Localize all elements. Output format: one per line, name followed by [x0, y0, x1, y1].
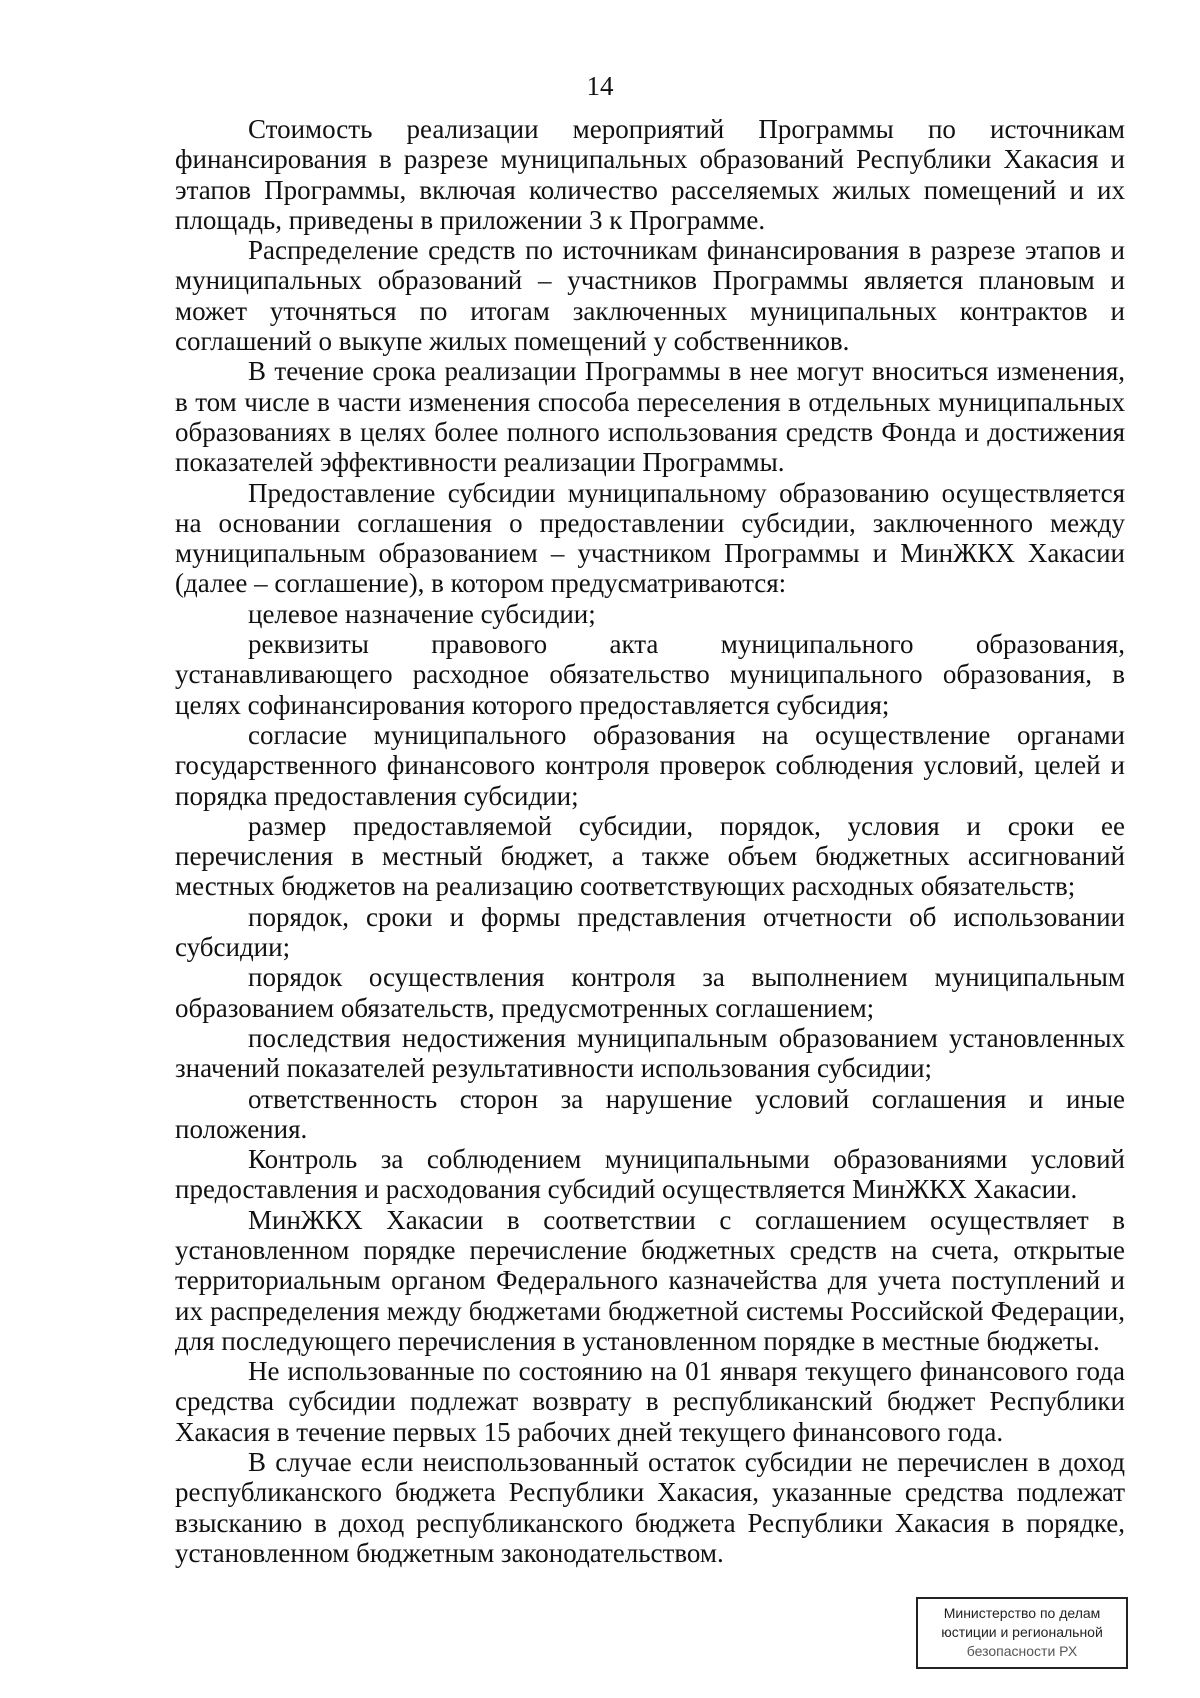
page-number: 14	[586, 71, 614, 101]
paragraph-cost-sources: Стоимость реализации мероприятий Программы по источникам финансирования в разрезе муниципальных образований Республики Хакасия и этапов Программы, включая количество расселяемых жилых помещений и их площадь, приведены в приложении 3 к Программе.	[175, 114, 1125, 235]
paragraph-control-procedure: порядок осуществления контроля за выполнением муниципальным образованием обязательств, предусмотренных соглашением;	[175, 962, 1125, 1023]
stamp-line-2: юстиции и региональной	[941, 1624, 1103, 1640]
paragraph-legal-act-details: реквизиты правового акта муниципального образования, устанавливающего расходное обязательство муниципального образования, в целях софинансирования которого предоставляется субсидия;	[175, 629, 1125, 720]
stamp-line-1: Министерство по делам	[943, 1605, 1101, 1621]
paragraph-compliance-control: Контроль за соблюдением муниципальными образованиями условий предоставления и расходования субсидий осуществляется МинЖКХ Хакасии.	[175, 1144, 1125, 1205]
paragraph-responsibility: ответственность сторон за нарушение условий соглашения и иные положения.	[175, 1083, 1125, 1144]
paragraph-subsidy-amount: размер предоставляемой субсидии, порядок, условия и сроки ее перечисления в местный бюджет, а также объем бюджетных ассигнований местных бюджетов на реализацию соответствующих расходных обязательств;	[175, 810, 1125, 902]
paragraph-target-purpose: целевое назначение субсидии;	[248, 598, 596, 629]
paragraph-subsidy-agreement: Предоставление субсидии муниципальному образованию осуществляется на основании соглашения о предоставлении субсидии, заключенного между муниципальным образованием – участником Программы и МинЖКХ Хакасии (далее – соглашение), в котором предусматриваются:	[175, 477, 1125, 599]
paragraph-recovery: В случае если неиспользованный остаток субсидии не перечислен в доход республиканского бюджета Республики Хакасия, указанные средства подлежат взысканию в доход республиканского бюджета Республики Хакасия в порядке, установленном бюджетным законодательством.	[175, 1447, 1125, 1568]
ministry-stamp	[916, 1597, 1128, 1669]
paragraph-program-changes: В течение срока реализации Программы в нее могут вноситься изменения, в том числе в части изменения способа переселения в отдельных муниципальных образованиях в целях более полного использования средств Фонда и достижения показателей эффективности реализации Программы.	[175, 356, 1125, 478]
paragraph-unused-return: Не использованные по состоянию на 01 января текущего финансового года средства субсидии подлежат возврату в республиканский бюджет Республики Хакасия в течение первых 15 рабочих дней текущего финансового года.	[175, 1356, 1125, 1447]
paragraph-control-consent: согласие муниципального образования на осуществление органами государственного финансового контроля проверок соблюдения условий, целей и порядка предоставления субсидии;	[175, 719, 1125, 811]
paragraph-reporting: порядок, сроки и формы представления отчетности об использовании субсидии;	[175, 901, 1125, 963]
paragraph-consequences: последствия недостижения муниципальным образованием установленных значений показателей результативности использования субсидии;	[175, 1022, 1125, 1084]
paragraph-funds-transfer: МинЖКХ Хакасии в соответствии с соглашением осуществляет в установленном порядке перечисление бюджетных средств на счета, открытые территориальным органом Федерального казначейства для учета поступлений и их распределения между бюджетами бюджетной системы Российской Федерации, для последующего перечисления в установленном порядке в местные бюджеты.	[175, 1204, 1125, 1356]
paragraph-funds-distribution: Распределение средств по источникам финансирования в разрезе этапов и муниципальных образований – участников Программы является плановым и может уточняться по итогам заключенных муниципальных контрактов и соглашений о выкупе жилых помещений у собственников.	[175, 235, 1125, 357]
stamp-line-3: безопасности РХ	[966, 1643, 1078, 1659]
document-body	[175, 114, 1125, 1568]
